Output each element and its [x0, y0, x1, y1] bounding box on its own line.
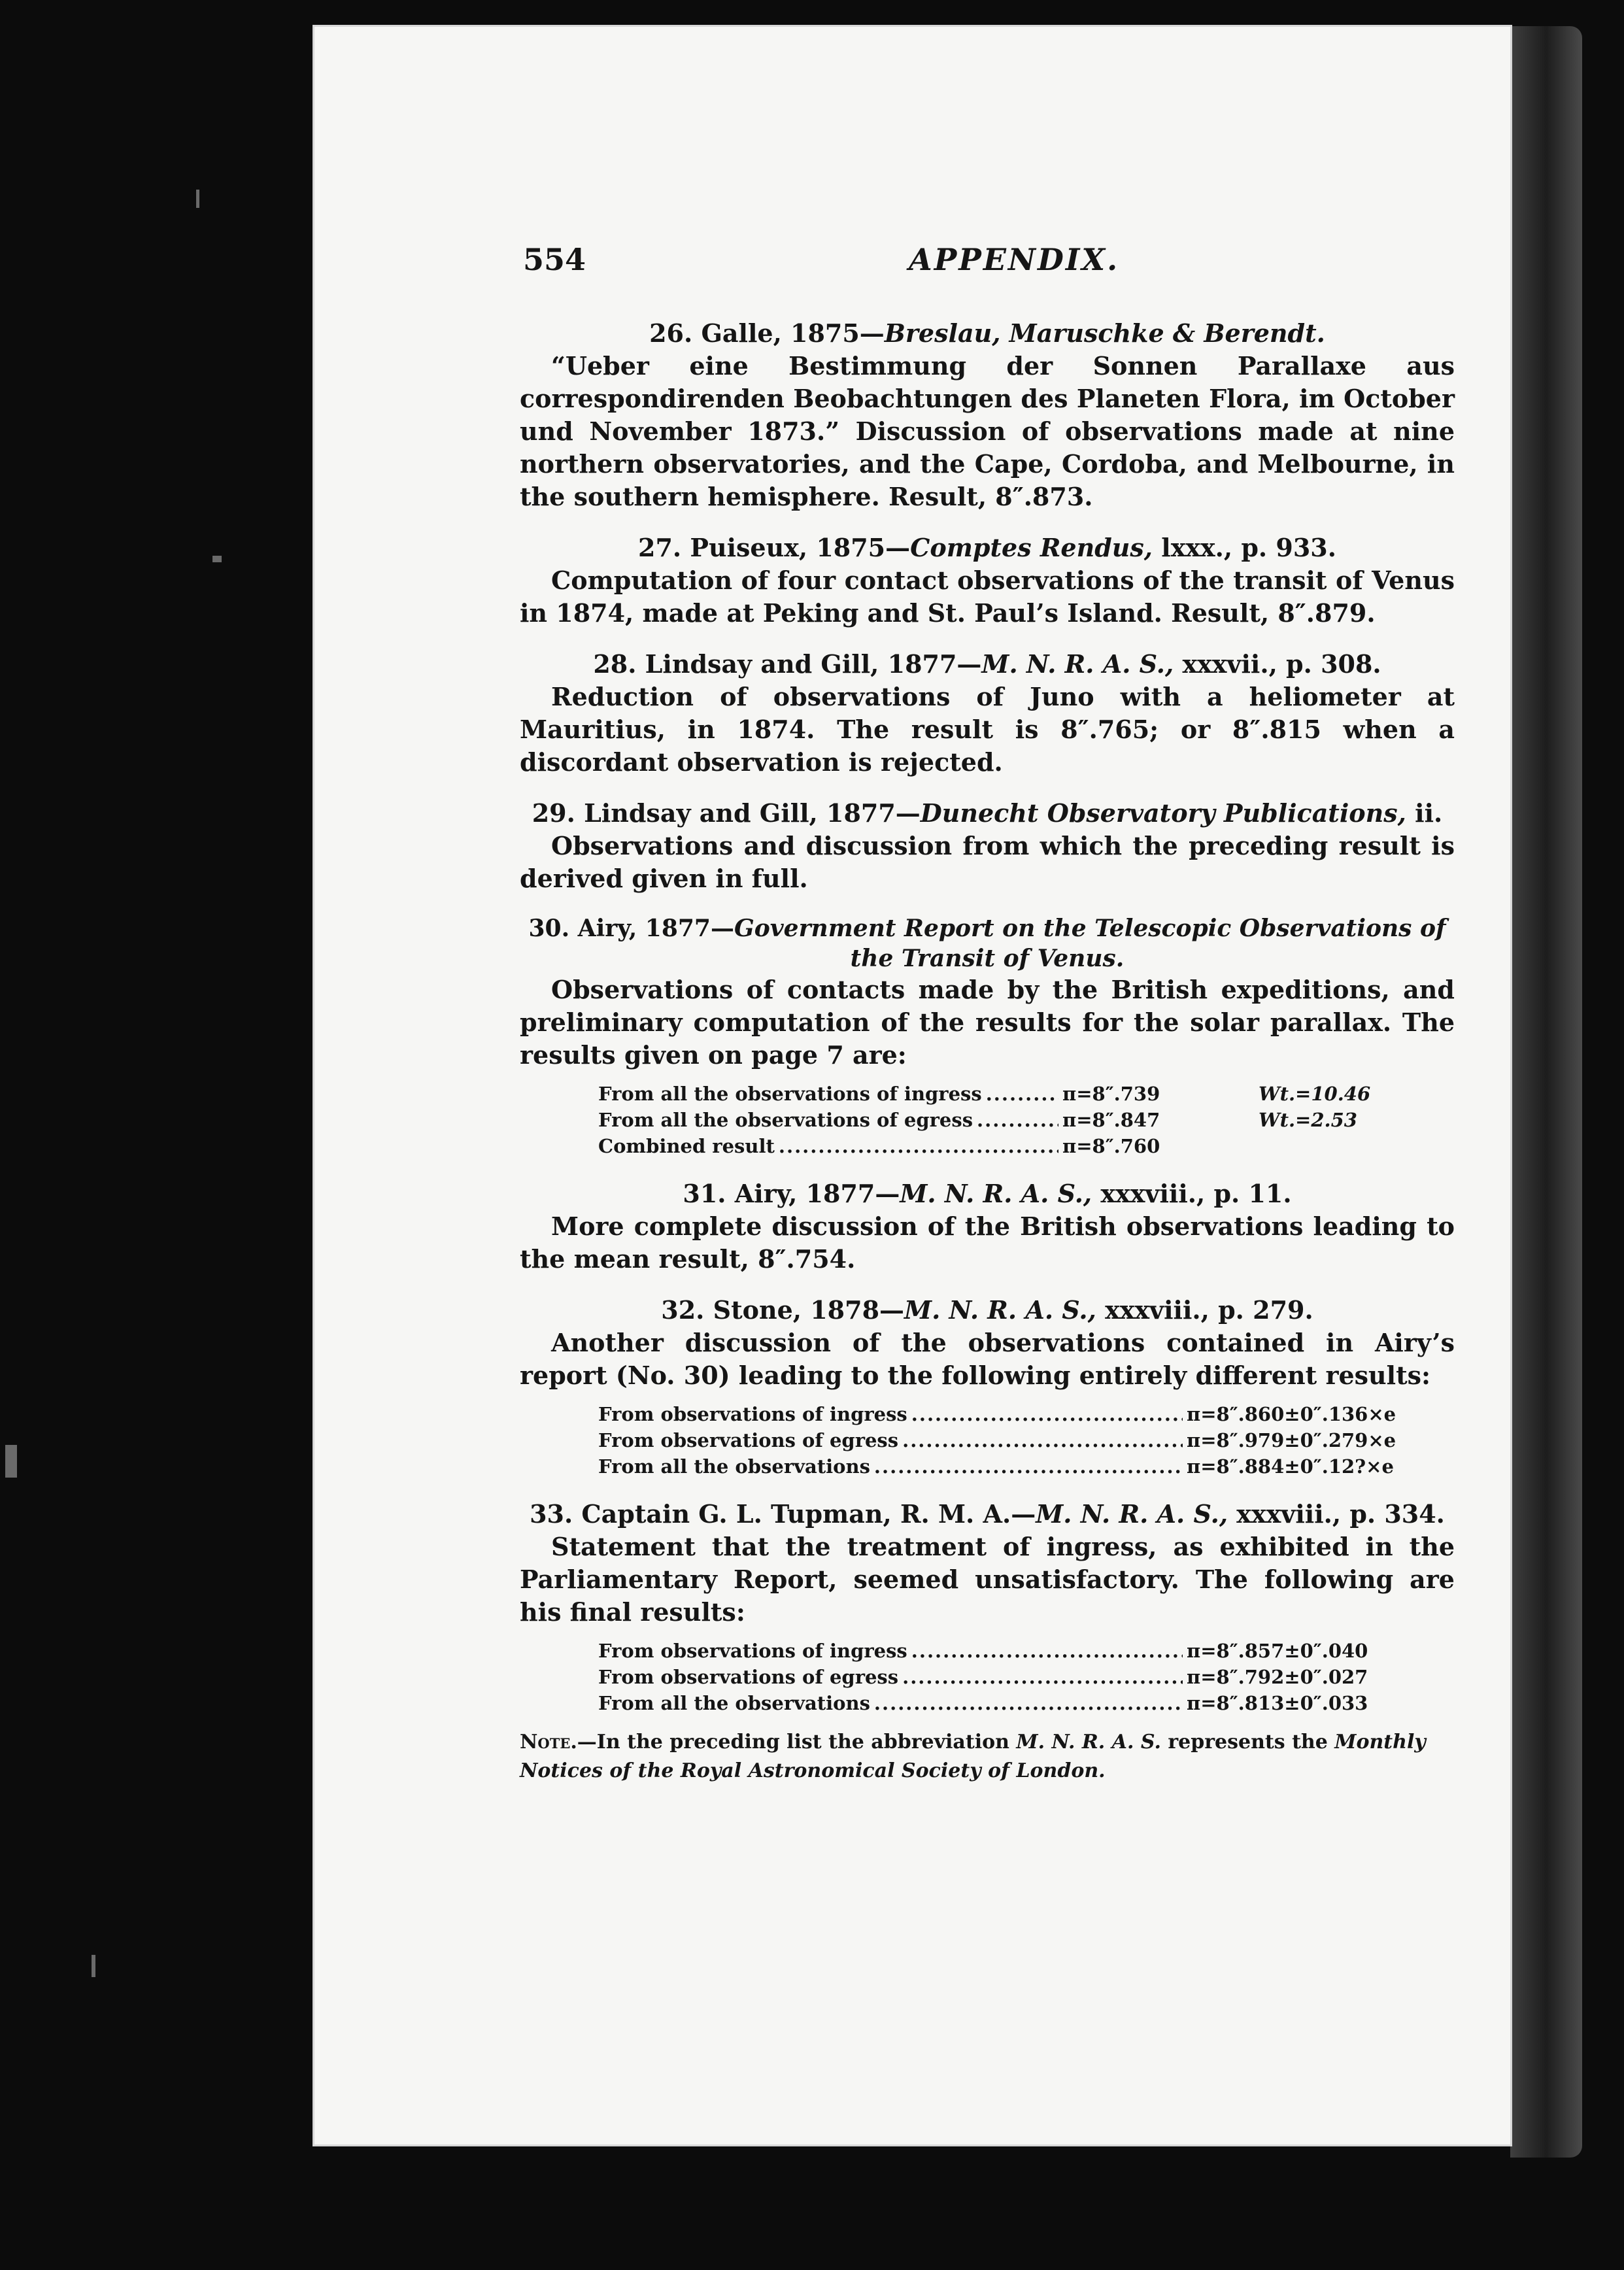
entry-28	[520, 648, 1455, 779]
results-table	[598, 1638, 1383, 1716]
entry-26	[520, 317, 1455, 513]
result-row: From observations of egress ..... π=8″.979±0″.279×e	[598, 1427, 1383, 1453]
result-row: From observations of ingress ..... π=8″.860±0″.136×e	[598, 1401, 1383, 1427]
result-row: Combined result ..... π=8″.760	[598, 1133, 1383, 1159]
entry-30	[520, 913, 1455, 1159]
entry-heading: 33. Captain G. L. Tupman, R. M. A.—M. N. R. A. S., xxxviii., p. 334.	[530, 1499, 1445, 1529]
entry-text: Computation of four contact observations of the transit of Venus in 1874, made at Peking and St. Paul’s Island. Result, 8″.879.	[520, 566, 1455, 628]
entry-heading: 29. Lindsay and Gill, 1877—Dunecht Observatory Publications, ii.	[532, 798, 1443, 828]
scan-speck	[212, 556, 222, 562]
results-table	[598, 1081, 1383, 1159]
entry-heading: 26. Galle, 1875—Breslau, Maruschke & Berendt.	[649, 318, 1325, 348]
result-row: From all the observations of ingress ..... π=8″.739 Wt.=10.46	[598, 1081, 1383, 1107]
scan-speck	[196, 190, 199, 208]
entry-text: Another discussion of the observations contained in Airy’s report (No. 30) leading to the following entirely different results:	[520, 1328, 1455, 1390]
result-row: From observations of ingress ..... π=8″.857±0″.040	[598, 1638, 1383, 1664]
result-row: From all the observations ..... π=8″.813±0″.033	[598, 1690, 1383, 1716]
entry-heading: 27. Puiseux, 1875—Comptes Rendus, lxxx., p. 933.	[638, 533, 1336, 562]
result-row: From all the observations of egress ..... π=8″.847 Wt.=2.53	[598, 1107, 1383, 1133]
scan-speck	[5, 1445, 17, 1478]
entry-32	[520, 1294, 1455, 1480]
entry-text: “Ueber eine Bestimmung der Sonnen Parallaxe aus correspondirenden Beobachtungen des Planeten Flora, im October und November 1873.” Discussion of observations made at nine northern observatories, and the Cape, Cordoba, and Melbourne, in the southern hemisphere. Result, 8″.873.	[520, 351, 1455, 511]
page-stack-edge	[1510, 26, 1582, 2158]
entry-text: Observations of contacts made by the British expeditions, and preliminary computation of the results for the solar parallax. The results given on page 7 are:	[520, 975, 1455, 1070]
footnote: Note.—In the preceding list the abbreviation M. N. R. A. S. represents the Monthly Notices of the Royal Astronomical Society of London.	[520, 1731, 1426, 1782]
entry-text: Reduction of observations of Juno with a heliometer at Mauritius, in 1874. The result is 8″.765; or 8″.815 when a discordant observation is rejected.	[520, 682, 1455, 777]
entry-text: More complete discussion of the British observations leading to the mean result, 8″.754.	[520, 1211, 1455, 1274]
result-row: From observations of egress ..... π=8″.792±0″.027	[598, 1664, 1383, 1690]
entry-text: Statement that the treatment of ingress, as exhibited in the Parliamentary Report, seemed unsatisfactory. The following are his final results:	[520, 1532, 1455, 1627]
running-head	[523, 242, 1451, 281]
entry-text: Observations and discussion from which the preceding result is derived given in full.	[520, 831, 1455, 893]
entry-27	[520, 532, 1455, 630]
entry-heading: 31. Airy, 1877—M. N. R. A. S., xxxviii., p. 11.	[683, 1179, 1292, 1208]
entry-heading: 32. Stone, 1878—M. N. R. A. S., xxxviii., p. 279.	[661, 1295, 1313, 1325]
entry-29	[520, 797, 1455, 895]
results-table	[598, 1401, 1396, 1480]
running-title: APPENDIX.	[909, 242, 1120, 277]
page-content	[520, 317, 1455, 1805]
result-row: From all the observations ..... π=8″.884±0″.12?×e	[598, 1453, 1383, 1480]
entry-heading: 30. Airy, 1877—Government Report on the Telescopic Observations of the Transit of Venus.	[528, 915, 1446, 972]
page-number: 554	[523, 242, 586, 277]
note-label: Note.	[520, 1731, 577, 1753]
entry-31	[520, 1177, 1455, 1276]
entry-heading: 28. Lindsay and Gill, 1877—M. N. R. A. S., xxxvii., p. 308.	[593, 649, 1381, 679]
entry-33	[520, 1498, 1455, 1716]
scan-speck	[92, 1955, 95, 1977]
